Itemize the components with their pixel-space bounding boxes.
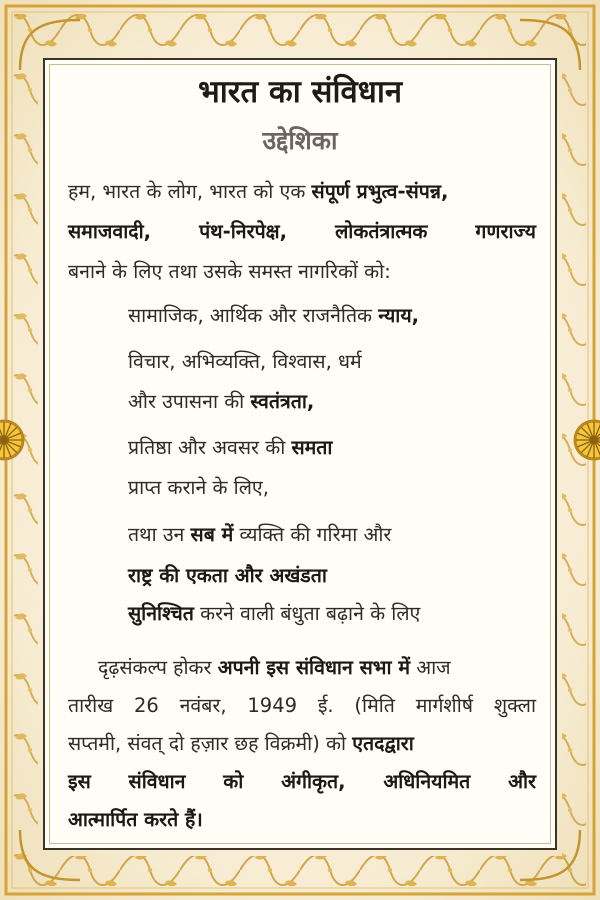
assuring-word: सुनिश्चित	[128, 602, 194, 625]
resolution-line-4: इस संविधान को अंगीकृत, अधिनियमित और	[68, 770, 536, 793]
liberty-word: स्वतंत्रता,	[250, 390, 315, 413]
resolution-line-2: तारीख 26 नवंबर, 1949 ई. (मिति मार्गशीर्ष शुक्ला	[68, 694, 536, 717]
hereby-word: एतदद्वारा	[352, 732, 414, 755]
justice-text: सामाजिक, आर्थिक और राजनैतिक	[128, 304, 379, 327]
justice-line	[128, 304, 419, 328]
resolution-text-3: सप्तमी, संवत् दो हज़ार छह विक्रमी) को	[68, 732, 353, 755]
liberty-text: और उपासना की	[128, 390, 251, 413]
sovereign-phrase: संपूर्ण प्रभुत्व-संपन्न,	[311, 180, 449, 203]
intro-text: हम, भारत के लोग, भारत को एक	[68, 180, 312, 203]
equality-line-1	[128, 436, 332, 460]
equality-word: समता	[291, 436, 333, 459]
intro-line-3: बनाने के लिए तथा उसके समस्त नागरिकों को:	[68, 260, 391, 283]
intro-line-1	[68, 180, 448, 204]
fraternity-text-3: करने वाली बंधुता बढ़ाने के लिए	[193, 602, 421, 625]
document-title: भारत का संविधान	[197, 74, 403, 110]
chakra-wheel-icon	[0, 418, 26, 462]
fraternity-line-3	[128, 602, 420, 626]
resolution-line-1	[98, 656, 451, 680]
fraternity-text-a: तथा उन	[128, 523, 191, 546]
document-subtitle: उद्देशिका	[262, 126, 338, 155]
liberty-line-2	[128, 390, 314, 414]
resolution-text-c: आज	[410, 656, 451, 679]
fraternity-bold: सब में	[190, 523, 234, 546]
intro-line-2: समाजवादी, पंथ-निरपेक्ष, लोकतंत्रात्मक गणराज्य	[68, 220, 536, 243]
constituent-assembly: अपनी इस संविधान सभा में	[217, 656, 410, 679]
chakra-wheel-icon	[572, 418, 600, 462]
liberty-line-1: विचार, अभिव्यक्ति, विश्वास, धर्म	[128, 350, 362, 373]
resolution-text-a: दृढ़संकल्प होकर	[98, 656, 218, 679]
resolution-line-3	[68, 732, 414, 756]
equality-text: प्रतिष्ठा और अवसर की	[128, 436, 292, 459]
justice-word: न्याय,	[378, 304, 420, 327]
resolution-line-5: आत्मार्पित करते हैं।	[68, 808, 203, 831]
fraternity-line-2: राष्ट्र की एकता और अखंडता	[128, 564, 327, 587]
fraternity-text-c: व्यक्ति की गरिमा और	[233, 523, 392, 546]
equality-line-2: प्राप्त कराने के लिए,	[128, 476, 269, 499]
fraternity-line-1	[128, 523, 391, 547]
